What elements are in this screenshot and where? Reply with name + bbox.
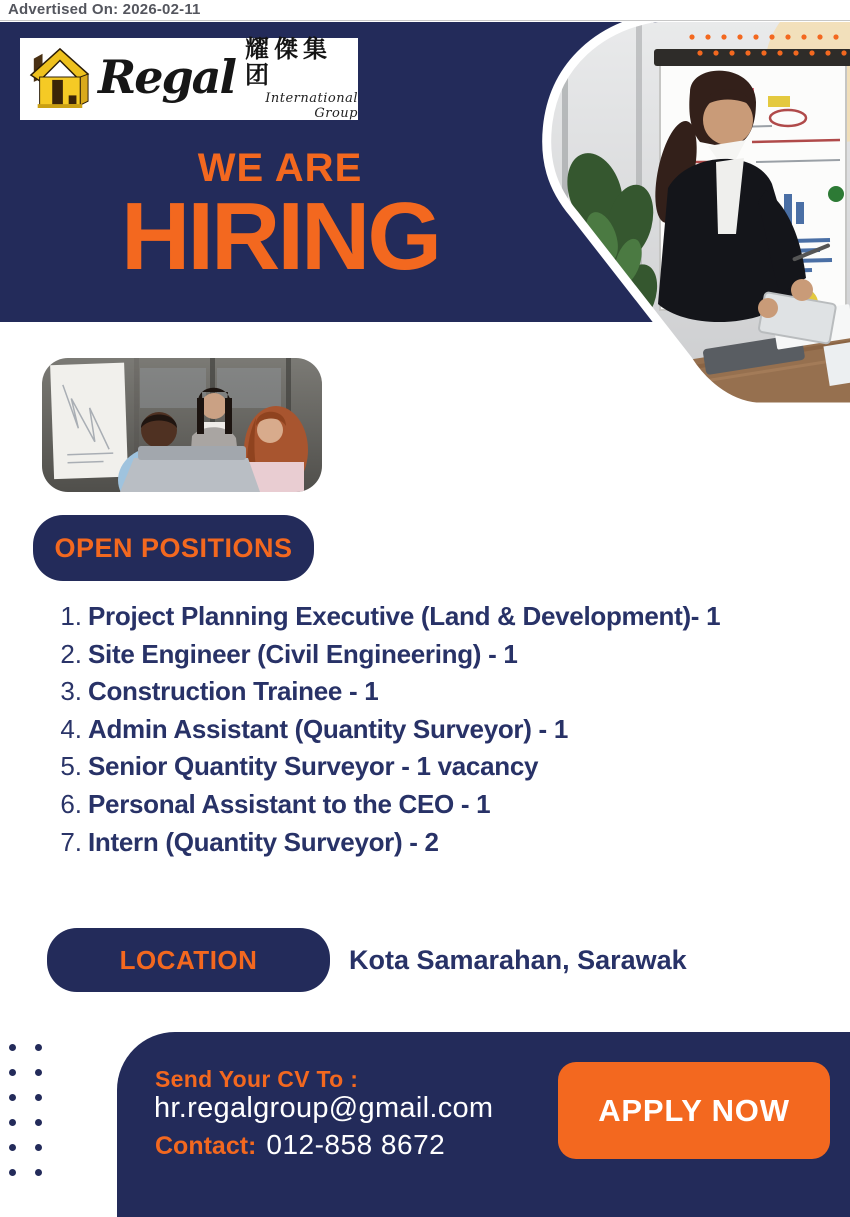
item-number: 3. [60,676,82,707]
item-number: 6. [60,788,82,819]
company-logo [20,38,358,120]
contact-label: Contact: [155,1132,257,1160]
footer-panel [117,1032,850,1217]
item-text: Project Planning Executive (Land & Development)- 1 [88,601,721,631]
advertised-strip [0,0,850,21]
list-item [48,639,838,677]
brand-subtitle: International Group [265,91,358,121]
apply-now-button[interactable] [558,1062,830,1159]
house-logo-icon [28,43,90,116]
list-item [48,676,838,714]
office-woman-photo [540,22,850,412]
location-value: Kota Samarahan, Sarawak [349,944,687,975]
location-label: LOCATION [119,944,258,975]
brand-name: Regal [98,50,235,104]
open-positions-header [33,515,314,581]
item-text: Personal Assistant to the CEO - 1 [88,788,491,819]
headline-hiring: HIRING [121,183,439,290]
email-link[interactable]: hr.regalgroup@gmail.com [154,1092,494,1124]
item-text: Site Engineer (Civil Engineering) - 1 [88,638,518,669]
dots-decoration [9,1044,42,1176]
item-number: 5. [60,751,82,782]
contact-row [155,1129,445,1161]
item-number: 4. [60,713,82,744]
contact-phone: 012-858 8672 [266,1129,446,1160]
list-item [48,601,838,639]
list-item [48,714,838,752]
open-positions-label: OPEN POSITIONS [54,532,293,563]
headline-we-are: WE ARE [197,146,363,190]
item-text: Senior Quantity Surveyor - 1 vacancy [88,751,539,782]
brand-chinese-name: 耀傑集团 [244,36,332,89]
team-photo [42,358,322,492]
item-text: Admin Assistant (Quantity Surveyor) - 1 [88,713,568,744]
item-text: Intern (Quantity Surveyor) - 2 [88,826,439,857]
item-text: Construction Trainee - 1 [88,676,379,707]
item-number: 1. [60,601,82,631]
advertised-on-label: Advertised On: 2026-02-11 [8,1,201,18]
brand-secondary [245,37,358,121]
list-item [48,827,838,865]
positions-list [48,601,838,864]
location-header [47,928,330,992]
item-number: 2. [60,638,82,669]
apply-now-label: APPLY NOW [598,1092,790,1128]
list-item [48,789,838,827]
item-number: 7. [60,826,82,857]
list-item [48,751,838,789]
send-cv-label: Send Your CV To : [155,1066,359,1092]
